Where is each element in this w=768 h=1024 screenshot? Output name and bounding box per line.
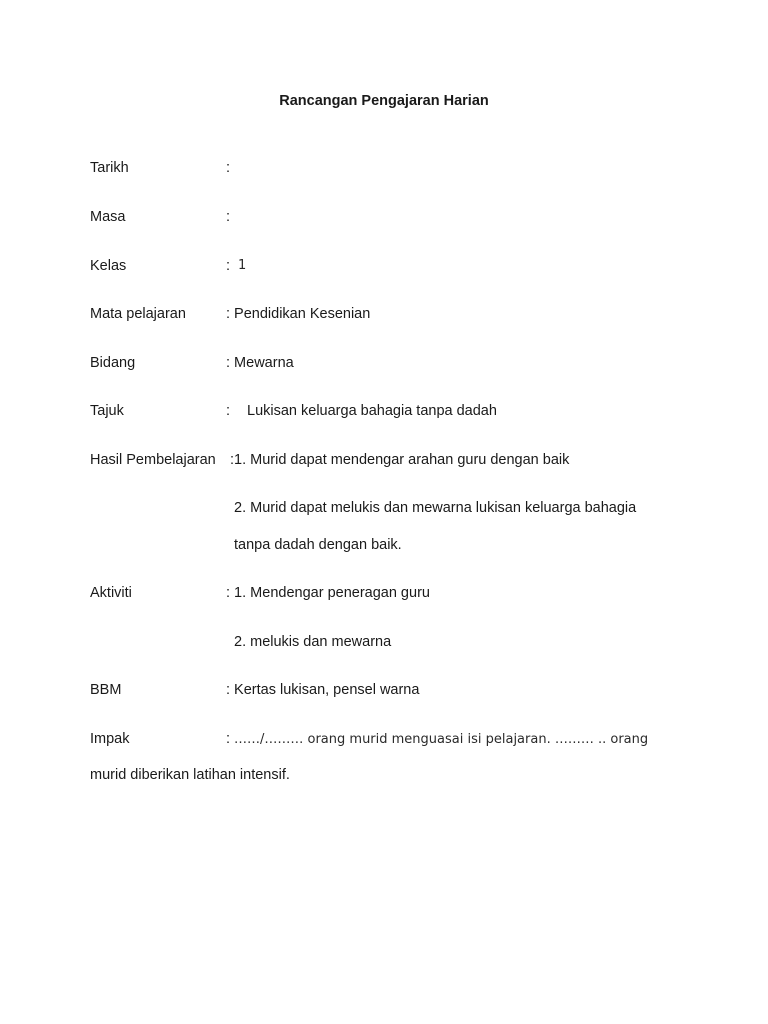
bbm-label: BBM: [90, 682, 122, 698]
masa-label: Masa: [90, 209, 126, 225]
bidang-label: Bidang: [90, 355, 136, 371]
mata-pelajaran-label: Mata pelajaran: [90, 306, 186, 322]
aktiviti-line1: : 1. Mendengar peneragan guru: [226, 585, 430, 601]
kelas-label: Kelas: [90, 258, 127, 274]
impak-value: ……/……… orang murid menguasai isi pelajaran. ……… .. orang: [234, 732, 649, 747]
hasil-pembelajaran-line3: tanpa dadah dengan baik.: [234, 537, 402, 553]
mata-pelajaran-value: : Pendidikan Kesenian: [226, 306, 371, 322]
tarikh-value: :: [226, 160, 231, 176]
impak-continuation: murid diberikan latihan intensif.: [90, 767, 290, 783]
bbm-value: : Kertas lukisan, pensel warna: [226, 682, 420, 698]
tarikh-label: Tarikh: [90, 160, 129, 176]
impak-label: Impak: [90, 731, 130, 747]
masa-value: :: [226, 209, 231, 225]
hasil-pembelajaran-line1: :1. Murid dapat mendengar arahan guru dengan baik: [230, 452, 570, 468]
tajuk-value: Lukisan keluarga bahagia tanpa dadah: [247, 403, 497, 419]
impak-value-prefix: :: [226, 731, 231, 747]
bidang-value: : Mewarna: [226, 355, 294, 371]
kelas-value: 1: [238, 258, 247, 273]
tajuk-value-prefix: :: [226, 403, 231, 419]
aktiviti-line2: 2. melukis dan mewarna: [234, 634, 392, 650]
kelas-value-prefix: :: [226, 258, 231, 274]
hasil-pembelajaran-label: Hasil Pembelajaran: [90, 452, 216, 468]
tajuk-label: Tajuk: [90, 403, 124, 419]
document-title: Rancangan Pengajaran Harian: [279, 93, 489, 109]
aktiviti-label: Aktiviti: [90, 585, 132, 601]
hasil-pembelajaran-line2: 2. Murid dapat melukis dan mewarna lukisan keluarga bahagia: [234, 500, 637, 516]
